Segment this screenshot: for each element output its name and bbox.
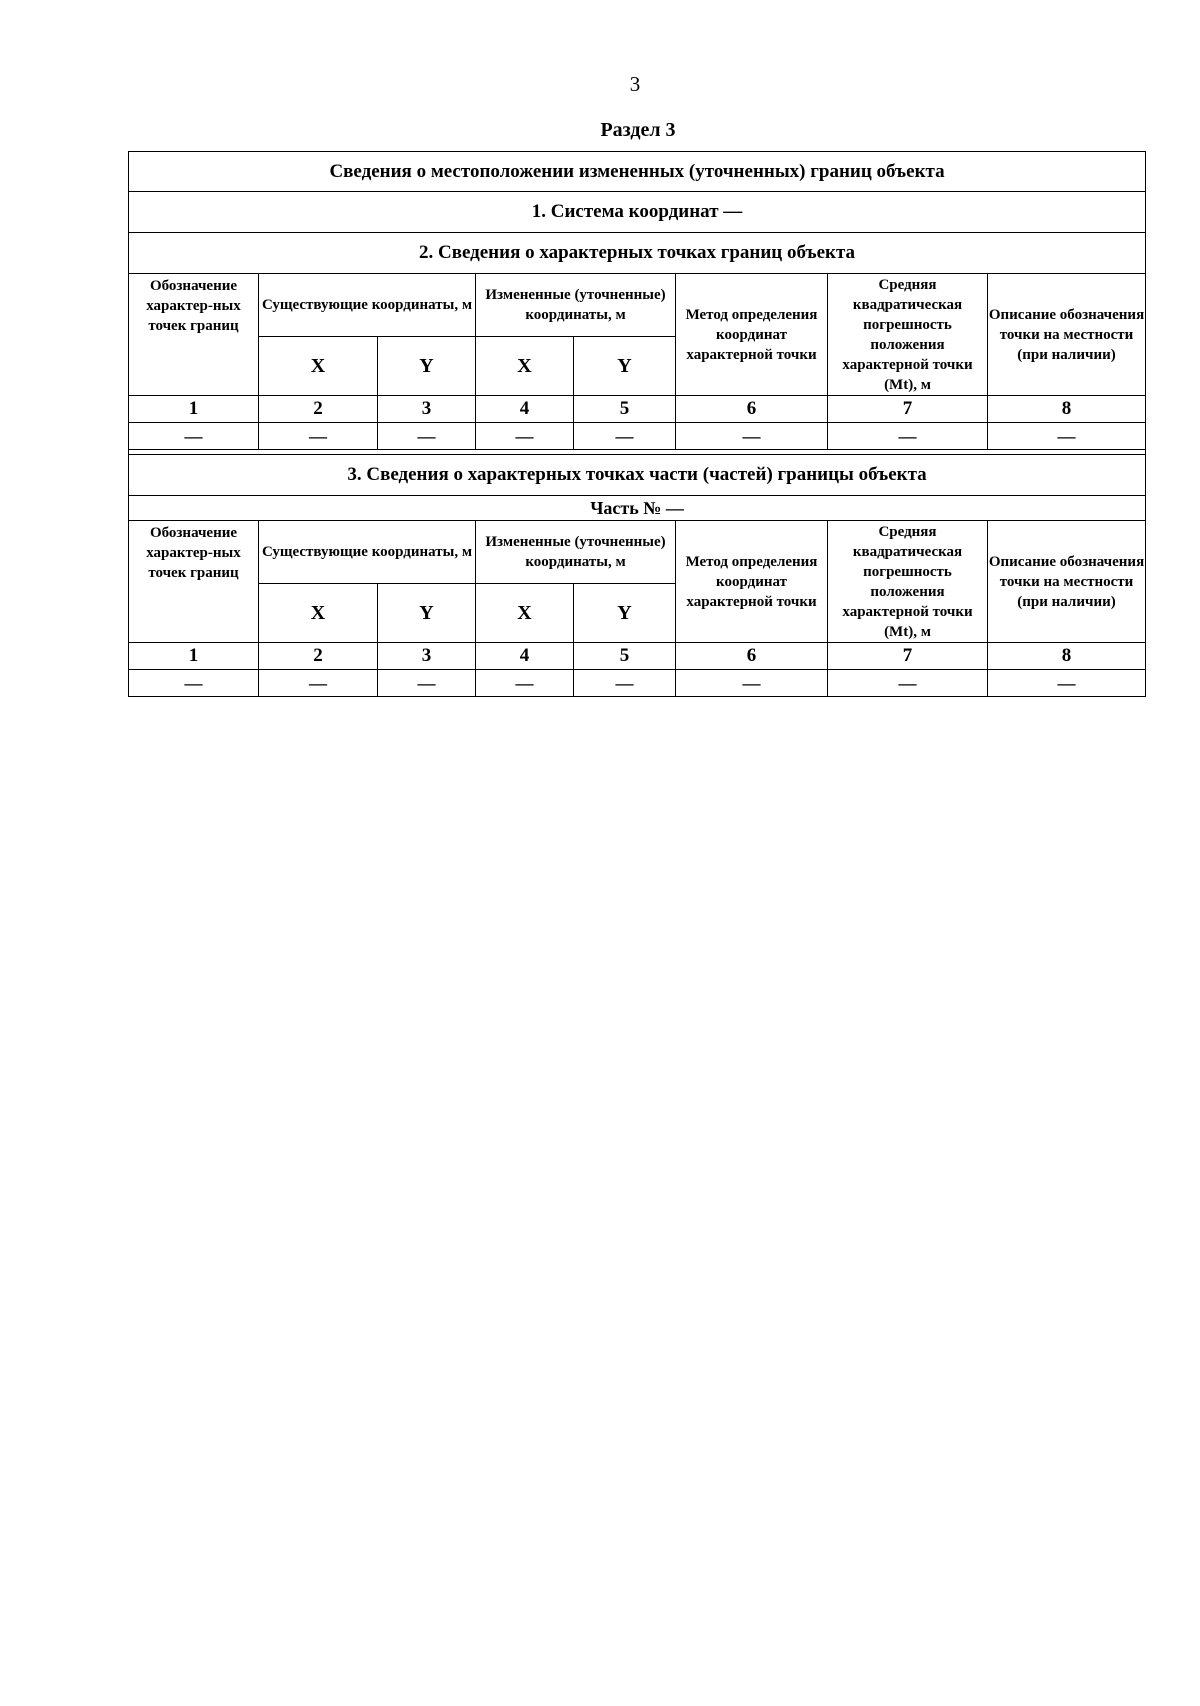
table-cell: —	[828, 423, 988, 450]
table-cell: —	[476, 670, 574, 697]
block2-title-row	[129, 233, 1146, 274]
block3-empty-row	[129, 670, 1146, 697]
part-label-row	[129, 496, 1146, 521]
column-number: 3	[378, 643, 476, 670]
header-x: X	[259, 584, 378, 643]
header-changed-coords: Измененные (уточненные) координаты, м	[476, 274, 676, 337]
column-number: 1	[129, 643, 259, 670]
column-number: 5	[574, 396, 676, 423]
column-number: 7	[828, 396, 988, 423]
column-number: 8	[988, 643, 1146, 670]
table-cell: —	[378, 670, 476, 697]
block3-column-numbers	[129, 643, 1146, 670]
column-number: 2	[259, 643, 378, 670]
coord-system-row	[129, 192, 1146, 233]
table-cell: —	[988, 670, 1146, 697]
column-number: 4	[476, 643, 574, 670]
header-point-designation: Обозначение характер-ных точек границ	[129, 521, 259, 643]
section-title: Раздел 3	[600, 119, 676, 141]
header-error: Средняя квадратическая погрешность положения характерной точки (Mt), м	[828, 274, 988, 396]
header-description: Описание обозначения точки на местности (при наличии)	[988, 274, 1146, 396]
table-cell: —	[574, 423, 676, 450]
table-cell: —	[574, 670, 676, 697]
header-method: Метод определения координат характерной точки	[676, 274, 828, 396]
block3-header-row	[129, 521, 1146, 584]
column-number: 4	[476, 396, 574, 423]
header-y: Y	[574, 584, 676, 643]
table-title: Сведения о местоположении измененных (уточненных) границ объекта	[129, 152, 1146, 192]
column-number: 2	[259, 396, 378, 423]
header-y: Y	[574, 337, 676, 396]
table-cell: —	[259, 670, 378, 697]
header-existing-coords: Существующие координаты, м	[259, 274, 476, 337]
table-cell: —	[259, 423, 378, 450]
header-error: Средняя квадратическая погрешность положения характерной точки (Mt), м	[828, 521, 988, 643]
block2-header-row	[129, 274, 1146, 337]
block2-empty-row	[129, 423, 1146, 450]
table-cell: —	[476, 423, 574, 450]
page-number: 3	[629, 72, 641, 96]
column-number: 5	[574, 643, 676, 670]
header-x: X	[259, 337, 378, 396]
column-number: 8	[988, 396, 1146, 423]
column-number: 6	[676, 396, 828, 423]
header-y: Y	[378, 584, 476, 643]
table-cell: —	[676, 423, 828, 450]
column-number: 1	[129, 396, 259, 423]
boundary-table	[128, 151, 1146, 697]
table-cell: —	[828, 670, 988, 697]
block3-title: 3. Сведения о характерных точках части (частей) границы объекта	[129, 455, 1146, 496]
header-changed-coords: Измененные (уточненные) координаты, м	[476, 521, 676, 584]
header-x: X	[476, 337, 574, 396]
table-cell: —	[129, 423, 259, 450]
coord-system: 1. Система координат —	[129, 192, 1146, 233]
header-description: Описание обозначения точки на местности (при наличии)	[988, 521, 1146, 643]
header-point-designation: Обозначение характер-ных точек границ	[129, 274, 259, 396]
table-cell: —	[378, 423, 476, 450]
column-number: 6	[676, 643, 828, 670]
table-cell: —	[676, 670, 828, 697]
header-x: X	[476, 584, 574, 643]
table-cell: —	[129, 670, 259, 697]
column-number: 7	[828, 643, 988, 670]
table-cell: —	[988, 423, 1146, 450]
header-existing-coords: Существующие координаты, м	[259, 521, 476, 584]
part-label: Часть № —	[129, 496, 1146, 521]
block2-title: 2. Сведения о характерных точках границ объекта	[129, 233, 1146, 274]
header-method: Метод определения координат характерной точки	[676, 521, 828, 643]
block2-column-numbers	[129, 396, 1146, 423]
header-y: Y	[378, 337, 476, 396]
block3-title-row	[129, 455, 1146, 496]
table-title-row	[129, 152, 1146, 192]
column-number: 3	[378, 396, 476, 423]
